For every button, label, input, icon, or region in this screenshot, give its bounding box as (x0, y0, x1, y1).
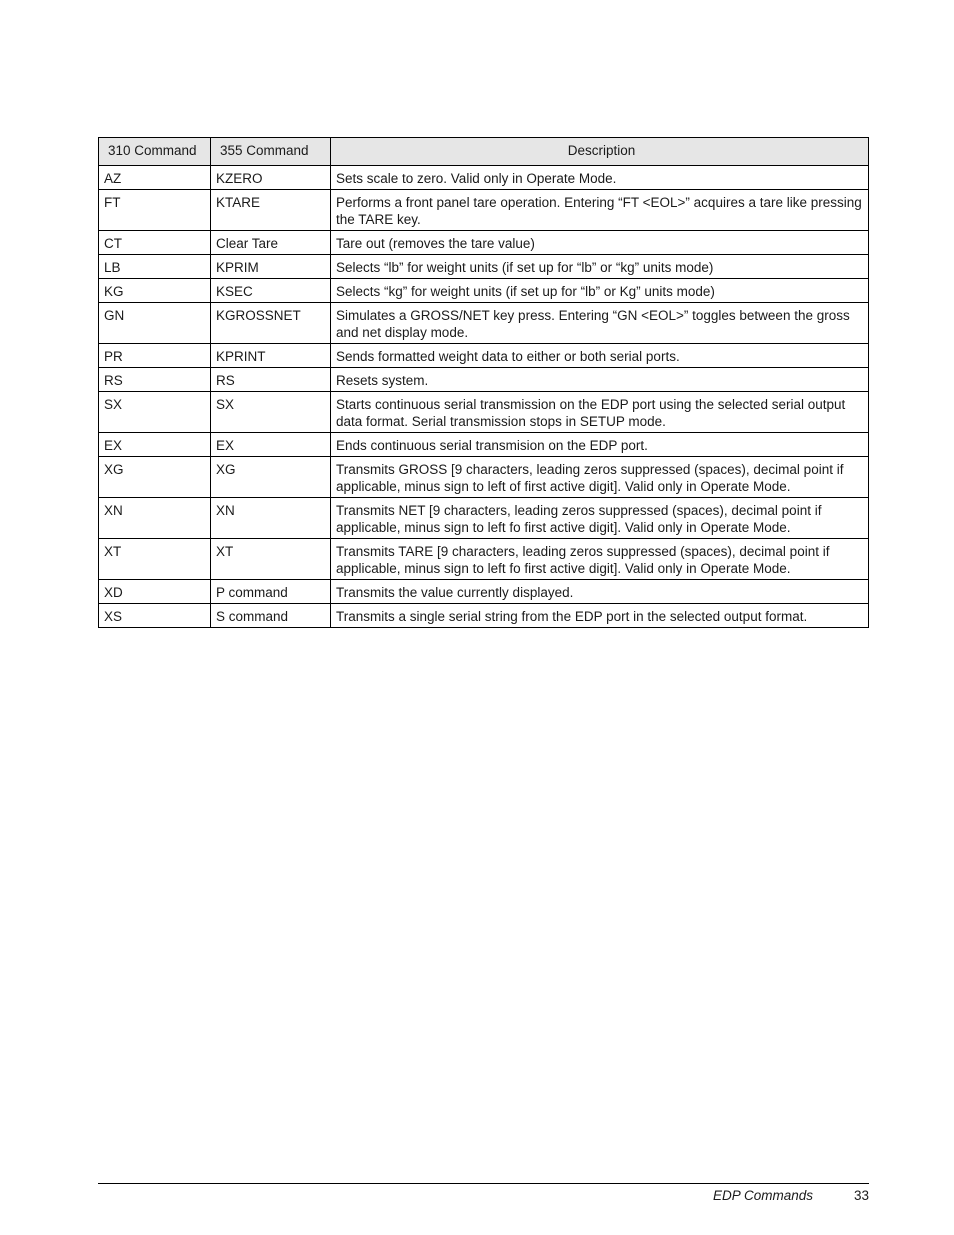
cell-description: Transmits a single serial string from the EDP port in the selected output format. (331, 604, 869, 628)
cell-355-command: XN (211, 498, 331, 539)
table-row (99, 368, 869, 392)
cell-310-command: PR (99, 344, 211, 368)
cell-310-command: KG (99, 279, 211, 303)
cell-355-command: KSEC (211, 279, 331, 303)
table-header-row (99, 138, 869, 166)
cell-355-command: KPRIM (211, 255, 331, 279)
cell-310-command: EX (99, 433, 211, 457)
cell-355-command: Clear Tare (211, 231, 331, 255)
table-row (99, 539, 869, 580)
footer-section-title: EDP Commands (712, 1188, 813, 1203)
cell-355-command: S command (211, 604, 331, 628)
header-355-command: 355 Command (211, 138, 331, 166)
table-row (99, 344, 869, 368)
cell-355-command: KPRINT (211, 344, 331, 368)
cell-310-command: FT (99, 190, 211, 231)
cell-355-command: SX (211, 392, 331, 433)
cell-310-command: XG (99, 457, 211, 498)
cell-310-command: SX (99, 392, 211, 433)
cell-description: Selects “kg” for weight units (if set up for “lb” or Kg” units mode) (331, 279, 869, 303)
table-row (99, 303, 869, 344)
cell-310-command: XT (99, 539, 211, 580)
cell-description: Sets scale to zero. Valid only in Operate Mode. (331, 166, 869, 190)
cell-355-command: KGROSSNET (211, 303, 331, 344)
cell-355-command: KTARE (211, 190, 331, 231)
cell-description: Tare out (removes the tare value) (331, 231, 869, 255)
cell-description: Transmits NET [9 characters, leading zeros suppressed (spaces), decimal point if applicable, minus sign to left fo first active digit]. Valid only in Operate Mode. (331, 498, 869, 539)
cell-description: Transmits the value currently displayed. (331, 580, 869, 604)
cell-description: Resets system. (331, 368, 869, 392)
header-310-command: 310 Command (99, 138, 211, 166)
table-row (99, 255, 869, 279)
edp-commands-table (98, 137, 869, 628)
cell-310-command: XN (99, 498, 211, 539)
cell-355-command: EX (211, 433, 331, 457)
cell-355-command: XT (211, 539, 331, 580)
cell-310-command: AZ (99, 166, 211, 190)
table-row (99, 604, 869, 628)
cell-355-command: XG (211, 457, 331, 498)
cell-description: Starts continuous serial transmission on the EDP port using the selected serial output data format. Serial transmission stops in SETUP mode. (331, 392, 869, 433)
cell-description: Transmits GROSS [9 characters, leading zeros suppressed (spaces), decimal point if applicable, minus sign to left of first active digit]. Valid only in Operate Mode. (331, 457, 869, 498)
table-row (99, 279, 869, 303)
footer-rule (98, 1183, 869, 1184)
cell-355-command: KZERO (211, 166, 331, 190)
table-row (99, 166, 869, 190)
cell-description: Simulates a GROSS/NET key press. Entering “GN <EOL>” toggles between the gross and net display mode. (331, 303, 869, 344)
cell-310-command: XS (99, 604, 211, 628)
table-row (99, 433, 869, 457)
table-row (99, 498, 869, 539)
cell-310-command: XD (99, 580, 211, 604)
header-description: Description (331, 138, 869, 166)
cell-310-command: RS (99, 368, 211, 392)
table-row (99, 190, 869, 231)
table-row (99, 392, 869, 433)
cell-description: Transmits TARE [9 characters, leading zeros suppressed (spaces), decimal point if applicable, minus sign to left fo first active digit]. Valid only in Operate Mode. (331, 539, 869, 580)
page-number: 33 (853, 1188, 869, 1203)
cell-description: Sends formatted weight data to either or both serial ports. (331, 344, 869, 368)
cell-310-command: LB (99, 255, 211, 279)
cell-description: Ends continuous serial transmision on the EDP port. (331, 433, 869, 457)
cell-355-command: RS (211, 368, 331, 392)
table-row (99, 580, 869, 604)
table-row (99, 231, 869, 255)
table-body (99, 166, 869, 628)
cell-310-command: GN (99, 303, 211, 344)
cell-310-command: CT (99, 231, 211, 255)
cell-355-command: P command (211, 580, 331, 604)
cell-description: Selects “lb” for weight units (if set up for “lb” or “kg” units mode) (331, 255, 869, 279)
cell-description: Performs a front panel tare operation. Entering “FT <EOL>” acquires a tare like pressing the TARE key. (331, 190, 869, 231)
table-row (99, 457, 869, 498)
